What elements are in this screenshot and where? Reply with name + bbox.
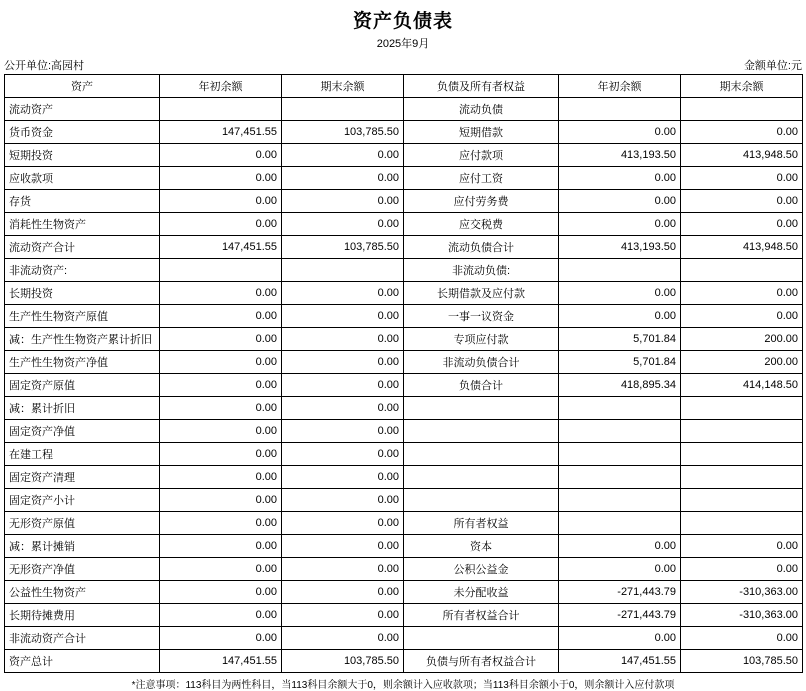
liability-item-label: 负债合计 [404, 374, 559, 397]
asset-end-value: 103,785.50 [282, 121, 404, 144]
liability-item-label: 应付劳务费 [404, 190, 559, 213]
liability-begin-value [559, 489, 681, 512]
liability-end-value [681, 512, 803, 535]
liability-begin-value: 0.00 [559, 627, 681, 650]
asset-begin-value: 0.00 [160, 512, 282, 535]
asset-begin-value: 0.00 [160, 604, 282, 627]
table-row [5, 512, 803, 535]
asset-end-value: 0.00 [282, 397, 404, 420]
asset-end-value: 0.00 [282, 627, 404, 650]
table-row [5, 397, 803, 420]
liability-item-label: 所有者权益 [404, 512, 559, 535]
asset-item-label: 无形资产净值 [5, 558, 160, 581]
table-row [5, 121, 803, 144]
asset-end-value: 0.00 [282, 443, 404, 466]
liability-end-value: 414,148.50 [681, 374, 803, 397]
liability-end-value: 413,948.50 [681, 144, 803, 167]
table-row [5, 420, 803, 443]
table-row [5, 489, 803, 512]
liability-item-label: 长期借款及应付款 [404, 282, 559, 305]
liability-begin-value: 0.00 [559, 558, 681, 581]
asset-begin-value: 147,451.55 [160, 236, 282, 259]
liability-item-label: 流动负债合计 [404, 236, 559, 259]
liability-begin-value [559, 512, 681, 535]
currency-unit: 金额单位:元 [743, 60, 802, 72]
liability-begin-value [559, 397, 681, 420]
liability-item-label: 非流动负债: [404, 259, 559, 282]
liability-item-label: 应付款项 [404, 144, 559, 167]
asset-item-label: 固定资产清理 [5, 466, 160, 489]
asset-item-label: 长期投资 [5, 282, 160, 305]
asset-item-label: 固定资产净值 [5, 420, 160, 443]
table-row [5, 627, 803, 650]
liability-begin-value: 0.00 [559, 190, 681, 213]
liability-item-label [404, 627, 559, 650]
table-row [5, 213, 803, 236]
asset-item-label: 流动资产合计 [5, 236, 160, 259]
table-row [5, 190, 803, 213]
liability-item-label [404, 397, 559, 420]
liability-end-value [681, 259, 803, 282]
asset-item-label: 减：累计折旧 [5, 397, 160, 420]
asset-item-label: 应收款项 [5, 167, 160, 190]
liability-begin-value: 418,895.34 [559, 374, 681, 397]
asset-end-value: 0.00 [282, 466, 404, 489]
liability-item-label: 应付工资 [404, 167, 559, 190]
liability-item-label: 应交税费 [404, 213, 559, 236]
asset-end-value: 103,785.50 [282, 236, 404, 259]
col-header-assets-begin: 年初余额 [160, 75, 282, 98]
asset-end-value [282, 98, 404, 121]
asset-item-label: 资产总计 [5, 650, 160, 673]
liability-end-value [681, 397, 803, 420]
liability-end-value: 103,785.50 [681, 650, 803, 673]
asset-begin-value: 0.00 [160, 558, 282, 581]
asset-begin-value: 147,451.55 [160, 121, 282, 144]
liability-item-label [404, 466, 559, 489]
liability-end-value: 200.00 [681, 328, 803, 351]
col-header-liab-begin: 年初余额 [559, 75, 681, 98]
liability-begin-value [559, 466, 681, 489]
table-row [5, 466, 803, 489]
asset-begin-value: 0.00 [160, 190, 282, 213]
asset-item-label: 消耗性生物资产 [5, 213, 160, 236]
col-header-liabilities: 负债及所有者权益 [404, 75, 559, 98]
asset-end-value: 0.00 [282, 374, 404, 397]
balance-sheet-table [4, 74, 803, 673]
liability-begin-value [559, 443, 681, 466]
asset-begin-value: 0.00 [160, 443, 282, 466]
liability-end-value: 0.00 [681, 535, 803, 558]
liability-end-value: 0.00 [681, 627, 803, 650]
liability-end-value: -310,363.00 [681, 604, 803, 627]
table-row [5, 650, 803, 673]
asset-item-label: 固定资产原值 [5, 374, 160, 397]
table-row [5, 236, 803, 259]
asset-item-label: 长期待摊费用 [5, 604, 160, 627]
table-row [5, 144, 803, 167]
liability-end-value [681, 489, 803, 512]
table-row [5, 558, 803, 581]
col-header-assets: 资产 [5, 75, 160, 98]
table-row [5, 282, 803, 305]
liability-item-label: 公积公益金 [404, 558, 559, 581]
table-row [5, 535, 803, 558]
liability-end-value: 0.00 [681, 121, 803, 144]
page-title: 资产负债表 [352, 11, 453, 32]
asset-item-label: 非流动资产: [5, 259, 160, 282]
liability-end-value: 0.00 [681, 190, 803, 213]
liability-end-value [681, 420, 803, 443]
asset-end-value: 0.00 [282, 213, 404, 236]
table-row [5, 351, 803, 374]
liability-item-label: 负债与所有者权益合计 [404, 650, 559, 673]
asset-item-label: 流动资产 [5, 98, 160, 121]
asset-end-value: 0.00 [282, 305, 404, 328]
asset-end-value: 0.00 [282, 604, 404, 627]
col-header-liab-end: 期末余额 [681, 75, 803, 98]
liability-item-label [404, 420, 559, 443]
liability-item-label [404, 443, 559, 466]
asset-begin-value: 0.00 [160, 351, 282, 374]
liability-begin-value: 0.00 [559, 535, 681, 558]
asset-end-value: 0.00 [282, 328, 404, 351]
table-row [5, 328, 803, 351]
liability-end-value: 413,948.50 [681, 236, 803, 259]
liability-begin-value: -271,443.79 [559, 604, 681, 627]
asset-item-label: 生产性生物资产净值 [5, 351, 160, 374]
asset-end-value: 0.00 [282, 535, 404, 558]
asset-end-value: 0.00 [282, 512, 404, 535]
liability-begin-value: 5,701.84 [559, 328, 681, 351]
asset-begin-value: 0.00 [160, 397, 282, 420]
asset-begin-value [160, 259, 282, 282]
asset-end-value: 0.00 [282, 351, 404, 374]
asset-begin-value: 0.00 [160, 489, 282, 512]
liability-end-value [681, 98, 803, 121]
asset-begin-value: 0.00 [160, 581, 282, 604]
asset-item-label: 固定资产小计 [5, 489, 160, 512]
liability-item-label: 非流动负债合计 [404, 351, 559, 374]
table-row [5, 443, 803, 466]
footnote: *注意事项：113科目为两性科目，当113科目余额大于0，则余额计入应收款项；当113科目余额小于0，则余额计入应付款项 [131, 680, 675, 691]
asset-begin-value: 0.00 [160, 466, 282, 489]
asset-end-value: 103,785.50 [282, 650, 404, 673]
table-row [5, 167, 803, 190]
asset-begin-value: 0.00 [160, 374, 282, 397]
liability-begin-value: 147,451.55 [559, 650, 681, 673]
liability-begin-value: 0.00 [559, 305, 681, 328]
col-header-assets-end: 期末余额 [282, 75, 404, 98]
asset-item-label: 货币资金 [5, 121, 160, 144]
asset-item-label: 在建工程 [5, 443, 160, 466]
asset-item-label: 生产性生物资产原值 [5, 305, 160, 328]
asset-begin-value: 0.00 [160, 213, 282, 236]
liability-end-value [681, 443, 803, 466]
liability-item-label: 专项应付款 [404, 328, 559, 351]
liability-begin-value: 5,701.84 [559, 351, 681, 374]
liability-begin-value: 413,193.50 [559, 236, 681, 259]
liability-end-value: 200.00 [681, 351, 803, 374]
asset-begin-value: 0.00 [160, 167, 282, 190]
liability-item-label: 流动负债 [404, 98, 559, 121]
liability-begin-value [559, 259, 681, 282]
liability-begin-value: -271,443.79 [559, 581, 681, 604]
liability-end-value [681, 466, 803, 489]
asset-item-label: 存货 [5, 190, 160, 213]
liability-item-label: 所有者权益合计 [404, 604, 559, 627]
asset-item-label: 无形资产原值 [5, 512, 160, 535]
unit-name: 公开单位:高园村 [4, 60, 85, 72]
table-row [5, 374, 803, 397]
table-row [5, 259, 803, 282]
asset-begin-value: 0.00 [160, 305, 282, 328]
asset-begin-value [160, 98, 282, 121]
asset-end-value: 0.00 [282, 581, 404, 604]
table-row [5, 305, 803, 328]
liability-begin-value [559, 98, 681, 121]
liability-item-label: 短期借款 [404, 121, 559, 144]
liability-begin-value [559, 420, 681, 443]
liability-item-label: 资本 [404, 535, 559, 558]
asset-begin-value: 0.00 [160, 535, 282, 558]
liability-end-value: 0.00 [681, 213, 803, 236]
liability-end-value: 0.00 [681, 305, 803, 328]
table-row [5, 581, 803, 604]
liability-begin-value: 0.00 [559, 282, 681, 305]
asset-begin-value: 0.00 [160, 328, 282, 351]
table-body [5, 98, 803, 673]
liability-begin-value: 0.00 [559, 167, 681, 190]
table-header-row [5, 75, 803, 98]
asset-end-value: 0.00 [282, 144, 404, 167]
asset-item-label: 公益性生物资产 [5, 581, 160, 604]
liability-begin-value: 413,193.50 [559, 144, 681, 167]
asset-item-label: 非流动资产合计 [5, 627, 160, 650]
asset-end-value [282, 259, 404, 282]
asset-end-value: 0.00 [282, 420, 404, 443]
asset-end-value: 0.00 [282, 167, 404, 190]
liability-item-label: 未分配收益 [404, 581, 559, 604]
asset-end-value: 0.00 [282, 190, 404, 213]
liability-item-label [404, 489, 559, 512]
liability-begin-value: 0.00 [559, 121, 681, 144]
asset-end-value: 0.00 [282, 282, 404, 305]
report-period: 2025年9月 [376, 38, 430, 50]
liability-begin-value: 0.00 [559, 213, 681, 236]
table-row [5, 604, 803, 627]
asset-end-value: 0.00 [282, 489, 404, 512]
asset-begin-value: 0.00 [160, 282, 282, 305]
asset-end-value: 0.00 [282, 558, 404, 581]
asset-begin-value: 0.00 [160, 420, 282, 443]
liability-end-value: -310,363.00 [681, 581, 803, 604]
asset-item-label: 短期投资 [5, 144, 160, 167]
asset-begin-value: 0.00 [160, 144, 282, 167]
liability-item-label: 一事一议资金 [404, 305, 559, 328]
liability-end-value: 0.00 [681, 282, 803, 305]
table-row [5, 98, 803, 121]
meta-row [4, 57, 802, 74]
liability-end-value: 0.00 [681, 558, 803, 581]
liability-end-value: 0.00 [681, 167, 803, 190]
asset-begin-value: 0.00 [160, 627, 282, 650]
asset-item-label: 减：累计摊销 [5, 535, 160, 558]
asset-item-label: 减：生产性生物资产累计折旧 [5, 328, 160, 351]
asset-begin-value: 147,451.55 [160, 650, 282, 673]
